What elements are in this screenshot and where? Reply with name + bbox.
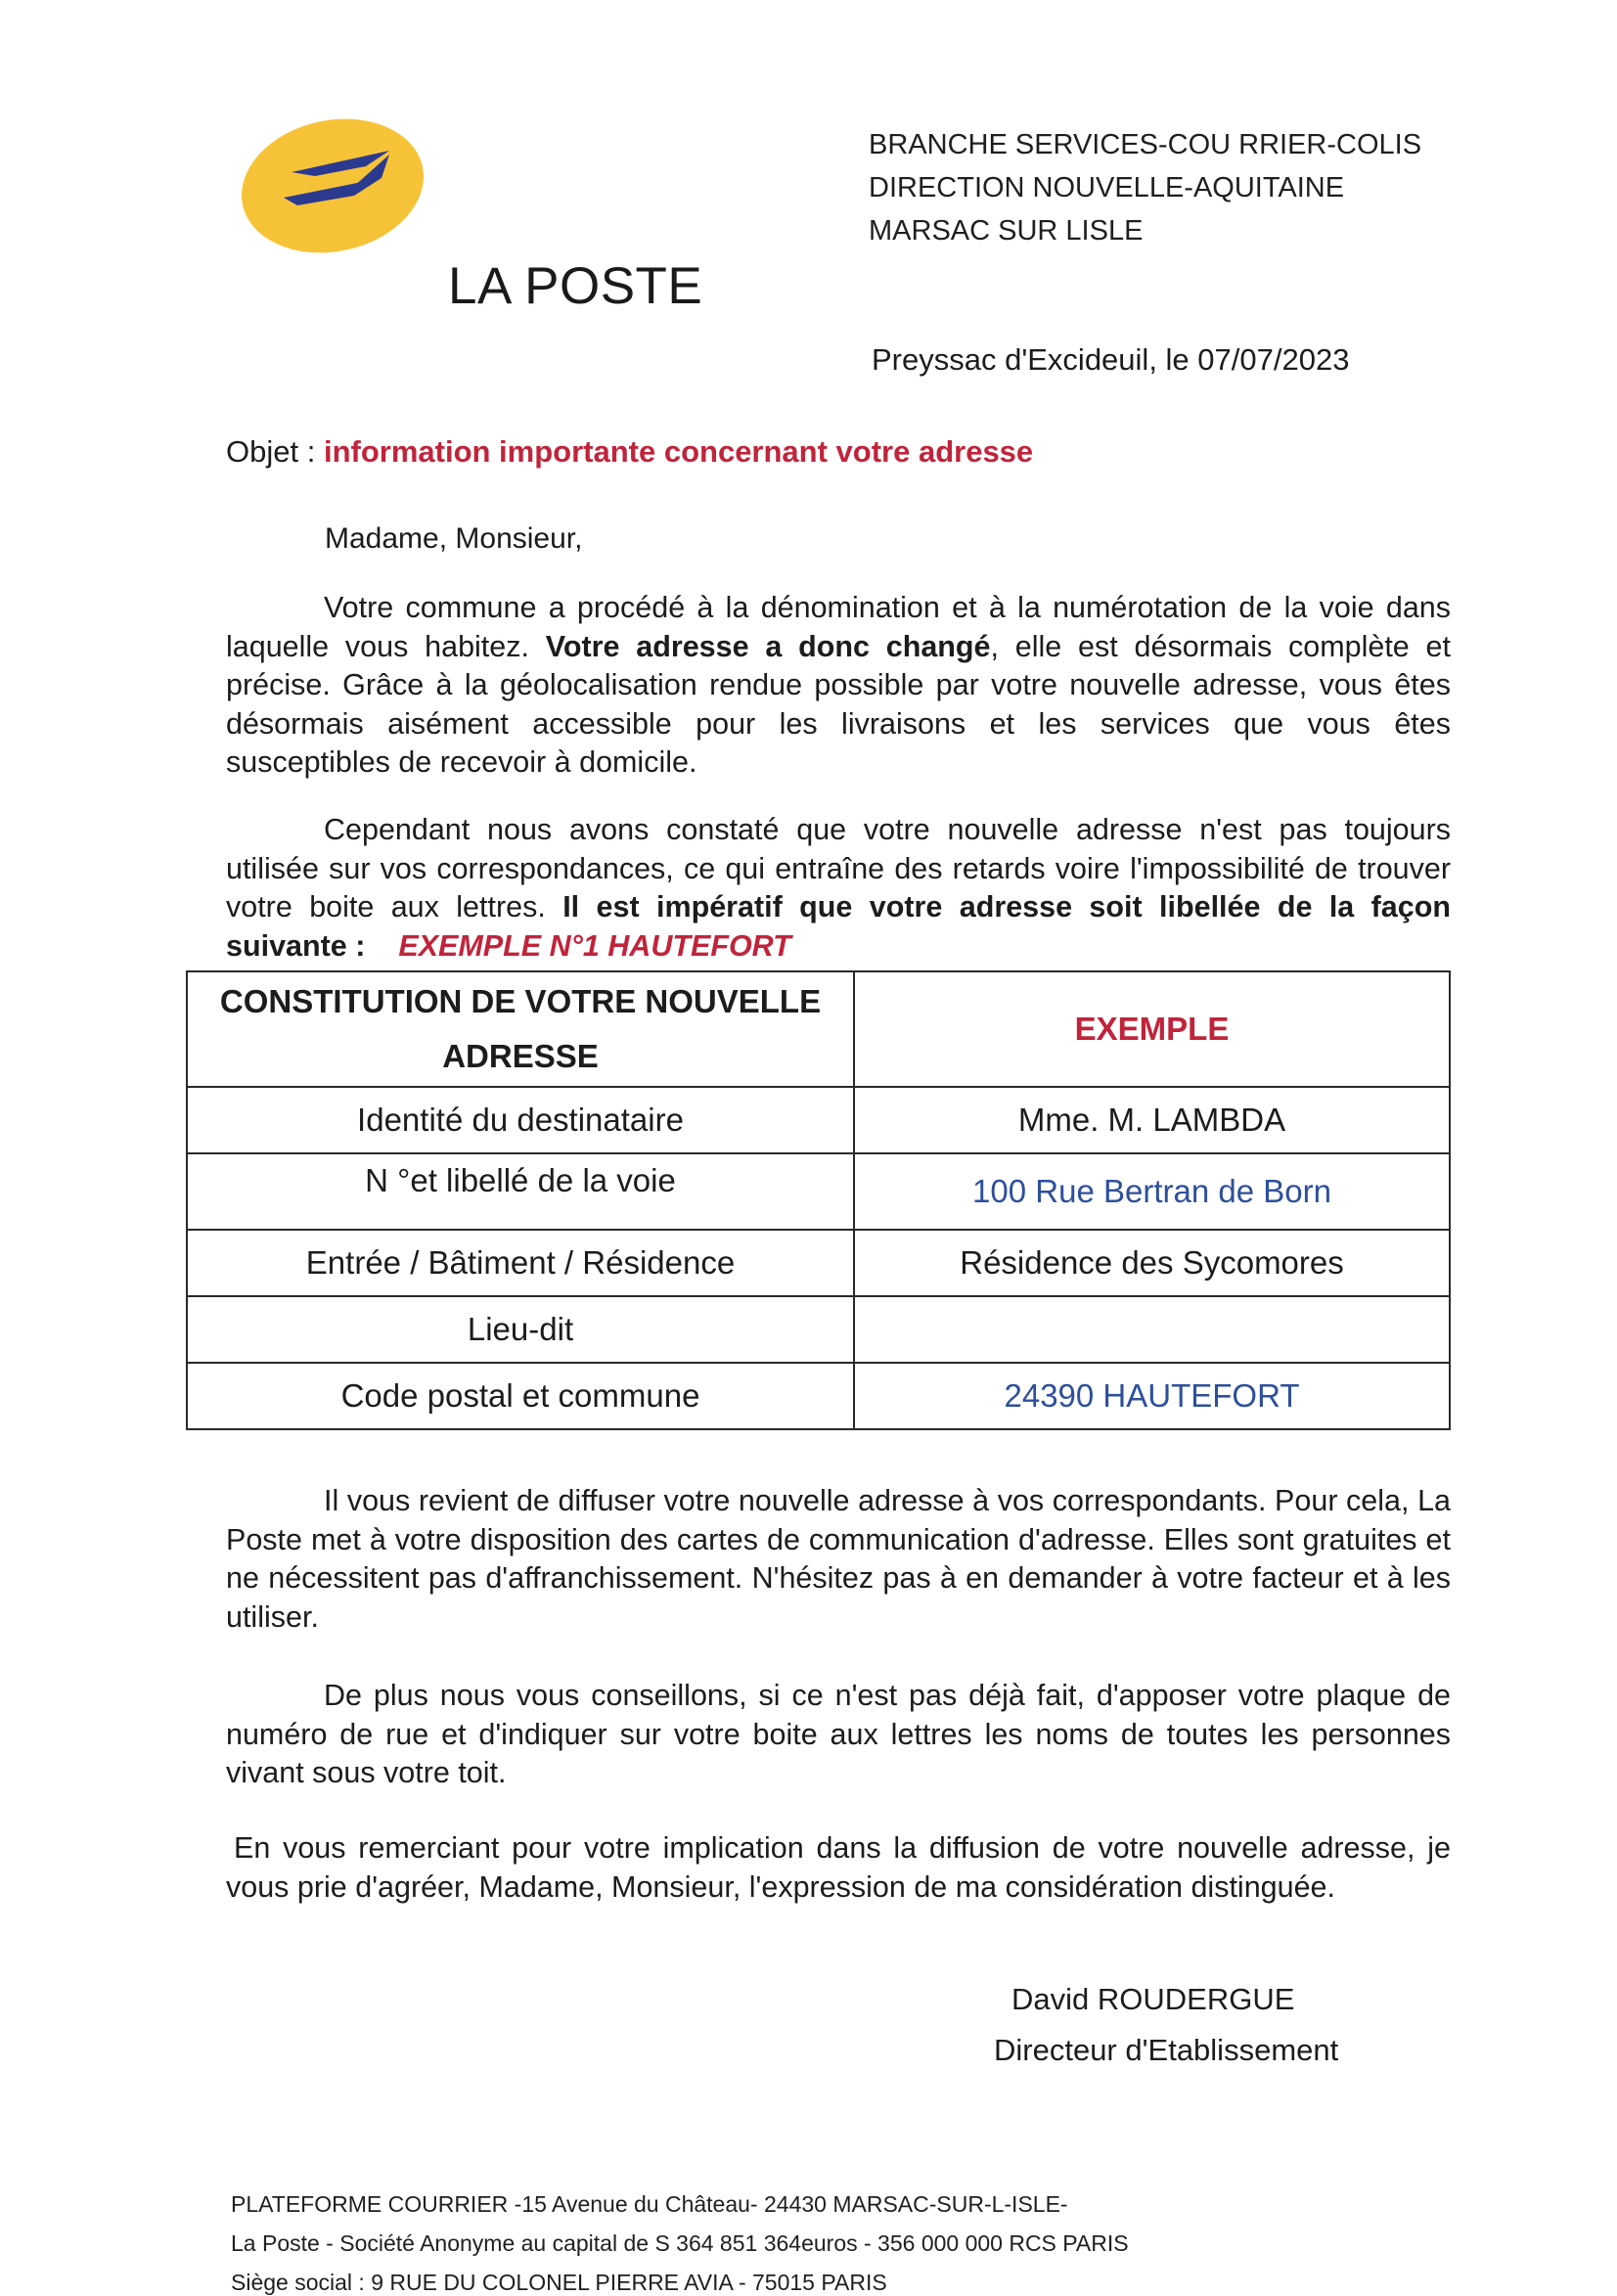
table-header-example: EXEMPLE (854, 971, 1450, 1087)
object-text: information importante concernant votre adresse (323, 434, 1034, 469)
table-header-row (187, 971, 1450, 1087)
row-value: 100 Rue Bertran de Born (854, 1153, 1450, 1230)
signature-name: David ROUDERGUE (1011, 1982, 1295, 2016)
row-value: Mme. M. LAMBDA (854, 1087, 1450, 1153)
address-table (186, 970, 1451, 1430)
sender-line: BRANCHE SERVICES-COU RRIER-COLIS (869, 129, 1422, 160)
la-poste-logo (235, 115, 430, 258)
example-label: EXEMPLE N°1 HAUTEFORT (398, 928, 791, 963)
table-row (187, 1153, 1450, 1230)
paragraph-communication-cards: Il vous revient de diffuser votre nouvelle adresse à vos correspondants. Pour cela, La Poste met à votre disposition des cartes de communication d'adresse. Elles sont gratuites et ne nécessitent pas d'affranchissement. N'hésitez pas à en demander à votre facteur et à les utiliser. (226, 1484, 1451, 1634)
paragraph-address-changed: Votre commune a procédé à la dénomination et à la numérotation de la voie dans laquelle vous habitez. Votre adresse a donc changé, elle est désormais complète et précise. Grâce à la géolocalisation rendue possible par votre nouvelle adresse, vous êtes désormais aisément accessible pour les livraisons et les services que vous êtes susceptibles de recevoir à domicile. (226, 591, 1451, 779)
table-row (187, 1363, 1450, 1429)
paragraph-address-usage: Cependant nous avons constaté que votre nouvelle adresse n'est pas toujours utilisée sur vos correspondances, ce qui entraîne des retards voire l'impossibilité de trouver votre boite aux lettres. Il est impératif que votre adresse soit libellée de la façon suivante : EXEMPLE N°1 HAUTEFORT (226, 813, 1451, 963)
date-line: Preyssac d'Excideuil, le 07/07/2023 (872, 342, 1350, 377)
table-header-constitution: CONSTITUTION DE VOTRE NOUVELLE ADRESSE (187, 971, 854, 1087)
footer-line: Siège social : 9 RUE DU COLONEL PIERRE AVIA - 75015 PARIS (231, 2270, 887, 2295)
table-row (187, 1230, 1450, 1296)
footer-line: La Poste - Société Anonyme au capital de S 364 851 364euros - 356 000 000 RCS PARIS (231, 2230, 1129, 2256)
row-value (854, 1296, 1450, 1363)
brand-name: LA POSTE (448, 257, 703, 315)
row-label: Lieu-dit (187, 1296, 854, 1363)
table-row (187, 1296, 1450, 1363)
row-label: Code postal et commune (187, 1363, 854, 1429)
salutation: Madame, Monsieur, (325, 522, 583, 555)
sender-line: MARSAC SUR LISLE (869, 215, 1144, 247)
footer-line: PLATEFORME COURRIER -15 Avenue du Château- 24430 MARSAC-SUR-L-ISLE- (231, 2191, 1068, 2217)
paragraph-mailbox-advice: De plus nous vous conseillons, si ce n'est pas déjà fait, d'apposer votre plaque de numéro de rue et d'indiquer sur votre boite aux lettres les noms de toutes les personnes vivant sous votre toit. (226, 1679, 1451, 1789)
signature-title: Directeur d'Etablissement (994, 2033, 1339, 2067)
object-line (226, 434, 1033, 470)
paragraph-closing: En vous remerciant pour votre implication dans la diffusion de votre nouvelle adresse, je vous prie d'agréer, Madame, Monsieur, l'expression de ma considération distinguée. (226, 1831, 1451, 1904)
la-poste-bird-icon (235, 115, 430, 258)
sender-line: DIRECTION NOUVELLE-AQUITAINE (869, 172, 1345, 203)
sender-address (869, 123, 1421, 252)
row-label: N °et libellé de la voie (187, 1153, 854, 1230)
table-row (187, 1087, 1450, 1153)
row-label: Entrée / Bâtiment / Résidence (187, 1230, 854, 1296)
row-value: 24390 HAUTEFORT (854, 1363, 1450, 1429)
object-label: Objet : (226, 434, 316, 469)
row-label: Identité du destinataire (187, 1087, 854, 1153)
row-value: Résidence des Sycomores (854, 1230, 1450, 1296)
